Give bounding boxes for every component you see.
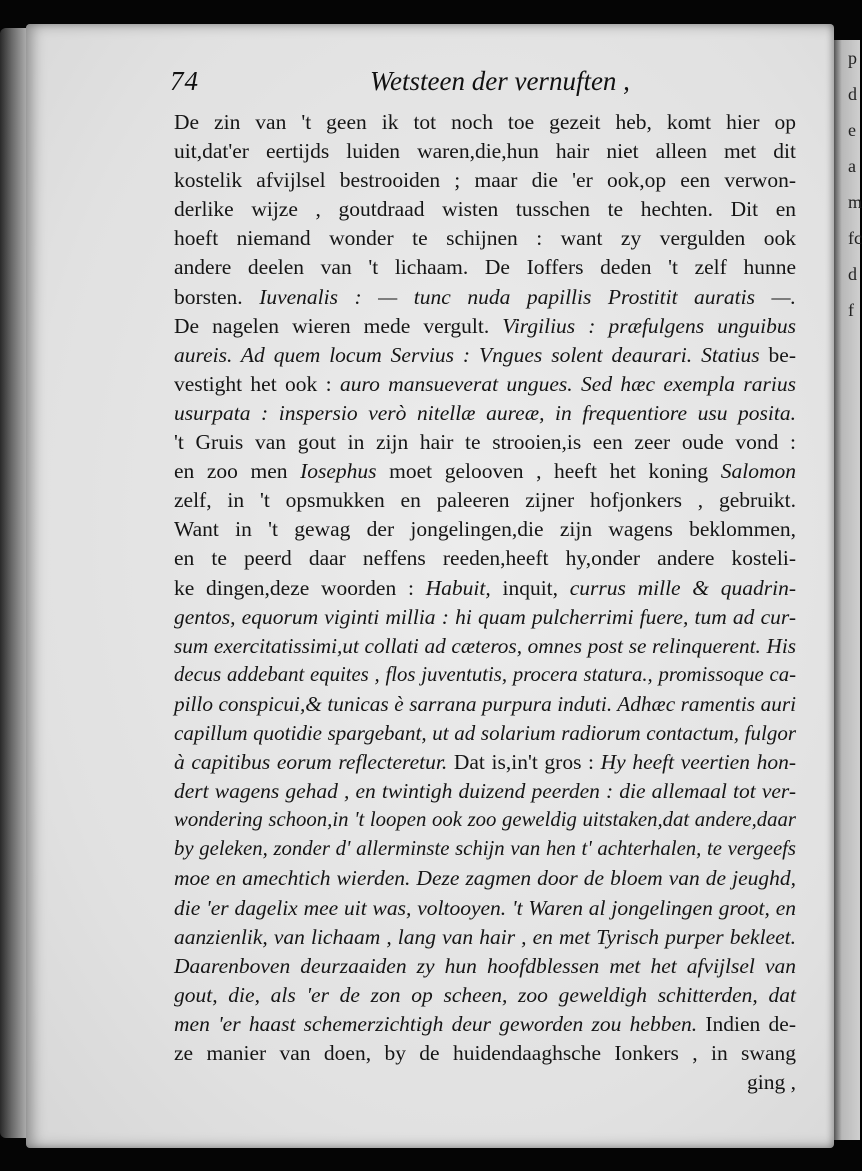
body-text [174,108,796,1097]
italic-text-segment: die 'er dagelix mee uit was, voltooyen. 't Waren al jongelingen groot, en [174,895,796,920]
text-segment: ke dingen,deze woorden : [174,575,426,600]
text-line [174,399,796,428]
italic-text-segment: capillum quotidie spargebant, ut ad solarium radiorum contactum, fulgor [174,720,796,745]
text-line [174,952,796,981]
italic-text-segment: men 'er haast schemerzichtigh deur geworden zou hebben. [174,1011,698,1036]
text-line [174,1068,796,1097]
text-line [174,1010,796,1039]
text-line [174,283,796,312]
text-line [174,719,796,748]
text-line [174,137,796,166]
text-line [174,864,796,893]
text-line [174,312,796,341]
text-segment: ze manier van doen, by de huidendaaghsche Ionkers , in swang [174,1041,796,1065]
text-line [174,632,796,661]
italic-text-segment: aureis. Ad quem locum Servius : Vngues solent deaurari. Statius [174,342,760,367]
running-head: Wetsteen der vernuften , [370,66,630,96]
text-line [174,515,796,544]
text-line [174,428,796,457]
italic-text-segment: decus addebant equites , flos juventutis, procera statura., promissoque ca- [174,663,796,686]
italic-text-segment: gout, die, als 'er de zon op scheen, zoo geweldigh schitterden, dat [174,982,796,1007]
italic-text-segment: usurpata : inspersio verò nitellæ aureæ, in frequentiore usu posita. [174,400,796,425]
text-segment: Want in 't gewag der jongelingen,die zijn wagens beklommen, [174,517,796,542]
text-line [174,224,796,253]
italic-text-segment: currus mille & quadrin- [569,575,796,600]
italic-text-segment: Salomon [720,459,796,484]
italic-text-segment: aanzienlik, van lichaam , lang van hair , en met Tyrisch purper bekleet. [174,924,796,949]
text-line [174,486,796,515]
italic-text-segment: Iosephus [300,459,377,484]
text-line [174,195,796,224]
text-segment: zelf, in 't opsmukken en paleeren zijner hofjonkers , gebruikt. [174,488,796,513]
text-line [174,748,796,777]
text-line [174,370,796,399]
text-segment: 't Gruis van gout in zijn hair te strooien,is een zeer oude vond : [174,430,796,455]
text-line [174,894,796,923]
text-line [174,981,796,1010]
italic-text-segment: dert wagens gehad , en twintigh duizend peerden : die allemaal tot ver- [174,779,796,804]
text-segment: inquit, [490,575,570,600]
text-segment: uit,dat'er eertijds luiden waren,die,hun hair niet alleen met dit [174,139,796,164]
text-line [174,835,796,864]
italic-text-segment: wondering schoon,in 't loopen ook zoo geweldig uitstaken,dat andere,daar [174,809,796,832]
page-header [170,64,810,104]
text-line [174,923,796,952]
italic-text-segment: sum exercitatissimi,ut collati ad cæteros, omnes post se relinquerent. His [174,633,796,658]
text-segment: hoeft niemand wonder te schijnen : want zy vergulden ook [174,226,796,251]
text-line [174,574,796,603]
text-segment: moet gelooven , heeft het koning [376,459,721,484]
text-segment: ging , [747,1070,796,1095]
text-segment: be- [759,342,796,367]
text-segment: en te peerd daar neffens reeden,heeft hy,onder andere kosteli- [174,546,796,571]
italic-text-segment: Habuit, [425,575,491,600]
italic-text-segment: Virgilius : præfulgens unguibus [502,313,796,338]
text-segment: kostelik afvijlsel bestrooiden ; maar die 'er ook,op een verwon- [174,168,796,193]
text-line [174,603,796,632]
facing-page-edge: p d e a m fc d f [834,40,860,1140]
italic-text-segment: auro mansueverat ungues. Sed hæc exempla rarius [340,371,796,396]
italic-text-segment: gentos, equorum viginti millia : hi quam pulcherrimi fuere, tum ad cur- [174,604,796,629]
italic-text-segment: pillo conspicui,& tunicas è sarrana purpura induti. Adhæc ramentis auri [174,691,796,716]
italic-text-segment: moe en amechtich wierden. Deze zagmen door de bloem van de jeughd, [174,866,796,891]
page-number: 74 [170,66,199,96]
text-segment: Indien de- [697,1011,796,1036]
text-segment: andere deelen van 't lichaam. De Ioffers deden 't zelf hunne [174,255,796,280]
text-segment: Dat is,in't gros : [447,750,601,775]
text-line [174,108,796,137]
text-segment: vestight het ook : [174,371,340,396]
text-line [174,341,796,370]
text-line [174,166,796,195]
text-line [174,457,796,486]
text-segment: De nagelen wieren mede vergult. [174,313,503,338]
text-segment: en zoo men [174,459,301,484]
text-line [174,1039,796,1068]
italic-text-segment: by geleken, zonder d' allerminste schijn van hen t' achterhalen, te vergeefs [174,838,796,861]
text-line [174,544,796,573]
italic-text-segment: Iuvenalis : — tunc nuda papillis Prostitit auratis —. [259,284,796,309]
text-line [174,690,796,719]
text-segment: derlike wijze , goutdraad wisten tusschen te hechten. Dit en [174,197,796,222]
text-line [174,806,796,835]
text-line [174,777,796,806]
text-line [174,661,796,690]
italic-text-segment: Hy heeft veertien hon- [600,750,797,775]
text-segment: borsten. [174,284,260,309]
italic-text-segment: Daarenboven deurzaaiden zy hun hoofdblessen met het afvijlsel van [174,953,796,978]
italic-text-segment: à capitibus eorum reflecteretur. [174,750,448,775]
text-line [174,253,796,282]
text-segment: De zin van 't geen ik tot noch toe gezeit heb, komt hier op [174,110,796,134]
